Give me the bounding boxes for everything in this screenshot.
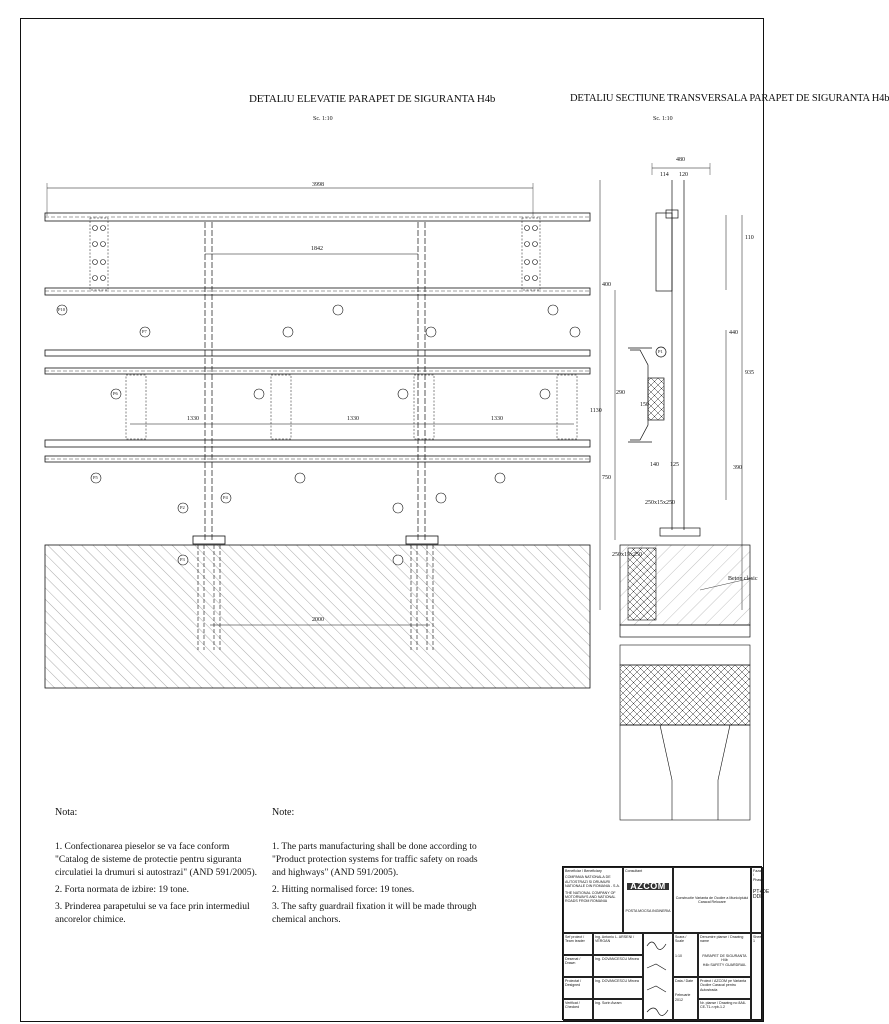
notes-ro-item: 2. Forta normata de izbire: 19 tone. [55, 885, 190, 895]
drawing-name: PARAPET DE SIGURANTA H4b [702, 953, 747, 963]
drawing-no: Nr. planse / Drawing no 8A6-CE-T1-r.rpb-1.2 [698, 999, 751, 1021]
marker-p5: P5 [93, 475, 98, 480]
sec-dim-d10: 750 [602, 475, 611, 481]
sec-dim-plate: 250x15x250 [645, 500, 675, 506]
sec-dim-d12: 140 [650, 462, 659, 468]
marker-p6: P6 [113, 391, 118, 396]
marker-p3: P3 [180, 557, 185, 562]
notes-ro [55, 806, 260, 931]
sheet-cell: Sheet 1 [751, 933, 763, 1021]
sec-dim-d5: 935 [745, 370, 754, 376]
drawn-label: Desenat / Drawn [563, 955, 593, 977]
notes-ro-item: 1. Confectionarea pieselor se va face conform "Catalog de sisteme de protectie pentru siguranta circulatiei la drumuri si autostrazi" (AND 591/2005). [55, 842, 258, 878]
notes-en-item: 2. Hitting normalised force: 19 tones. [272, 885, 415, 895]
dim-spacing-3: 1330 [491, 416, 503, 422]
marker-p10: P10 [58, 307, 66, 312]
consultant-cell [623, 867, 673, 933]
beneficiary-name-en: THE NATIONAL COMPANY OF MOTORWAYS AND NATIONAL ROADS FROM ROMANIA [565, 890, 616, 904]
marker-p2: P2 [180, 505, 185, 510]
designed-name: Ing. DOVANCESCU Mircea [593, 977, 643, 999]
notes-en-item: 1. The parts manufacturing shall be done according to "Product protection systems for traffic safety on roads and highways" (AND 591/2005). [272, 842, 478, 878]
consultant-sub: POSTA MOCSA INGINERIA [625, 908, 671, 913]
sec-dim-d11: 390 [733, 465, 742, 471]
checked-name: Ing. Sorin Avram [593, 999, 643, 1021]
signature-marks [644, 934, 672, 1020]
beneficiary-name: COMPANIA NATIONALA DE AUTOSTRAZI SI DRUMURI NATIONALE DIN ROMANIA - S.A. [565, 875, 620, 889]
sec-dim-d3: 110 [745, 235, 754, 241]
sec-dim-d6: 400 [602, 282, 611, 288]
drawn-name: Ing. DOVANCESCU Mircea [593, 955, 643, 977]
scale-label: Scara / Scale [675, 935, 687, 944]
project-no: Proiect / AZCOM pe Varianta Ocolire Caracal pentru Autostrada [698, 977, 751, 999]
drawing-name-cell [698, 933, 751, 977]
elevation-scale: Sc. 1:10 [313, 116, 333, 122]
team-leader-label: Sef proiect / Team leader [563, 933, 593, 955]
marker-p1: P1 [658, 349, 663, 354]
scale-value: 1:10 [675, 953, 682, 958]
section-scale: Sc. 1:10 [653, 116, 673, 122]
notes-ro-item: 3. Prinderea parapetului se va face prin intermediul ancorelor chimice. [55, 902, 250, 925]
sec-dim-d8: 150 [640, 402, 649, 408]
dim-spacing-1: 1330 [187, 416, 199, 422]
marker-p4: P4 [223, 495, 228, 500]
sec-dim-anchor: 250x15x250 [612, 552, 642, 558]
team-leader-name: Ing. Antoniu L. ARSENI / VERGAN [593, 933, 643, 955]
sec-dim-d9: 290 [616, 390, 625, 396]
notes-en-heading: Note: [272, 807, 295, 818]
checked-label: Verificat / Checked [563, 999, 593, 1021]
phase-cell [751, 867, 770, 933]
dim-spacing-2: 1330 [347, 416, 359, 422]
sec-dim-d13: 125 [670, 462, 679, 468]
drawing-name-en: H4b SAFETY GUARDRAIL [702, 962, 747, 967]
designed-label: Proiectat / Designed [563, 977, 593, 999]
date-label: Data / Date [675, 979, 694, 983]
notes-en [272, 806, 482, 931]
sec-dim-d4: 440 [729, 330, 738, 336]
scale-cell [673, 933, 698, 977]
sec-dim-top: 480 [676, 157, 685, 163]
beneficiary-label: Beneficiar / Beneficiary [565, 869, 602, 873]
marker-p7: P7 [142, 329, 147, 334]
date-value: Februarie 2012 [675, 993, 691, 1002]
drawing-name-label: Denumire planse / Drawing name [700, 935, 744, 944]
sec-dim-d1: 114 [660, 172, 669, 178]
sec-dim-d2: 120 [679, 172, 688, 178]
dim-post: 2000 [312, 617, 324, 623]
title-block [562, 866, 770, 1020]
phase-value: PT+DE DDE [753, 889, 770, 900]
notes-en-item: 3. The safty guardrail fixation it will be made through chemical anchors. [272, 902, 477, 925]
sec-dim-d7: 1130 [590, 408, 602, 414]
dim-total: 3998 [312, 182, 324, 188]
date-cell [673, 977, 698, 1021]
dim-mid: 1842 [311, 246, 323, 252]
beneficiary-cell [563, 867, 623, 933]
section-title: DETALIU SECTIUNE TRANSVERSALA PARAPET DE SIGURANTA H4b [570, 93, 889, 104]
consultant-logo: AZCOM [627, 883, 669, 889]
elevation-title: DETALIU ELEVATIE PARAPET DE SIGURANTA H4b [249, 93, 496, 105]
sec-label-concrete: Beton clasic [728, 576, 758, 582]
project-title: Constructie Varianta de Ocolire a Municipiului Caracal Relocare [673, 867, 751, 933]
consultant-label: Consultant [625, 869, 643, 873]
signatures-cell [643, 933, 673, 1021]
phase-label: Faza / Phase [753, 869, 764, 882]
notes-ro-heading: Nota: [55, 807, 78, 818]
